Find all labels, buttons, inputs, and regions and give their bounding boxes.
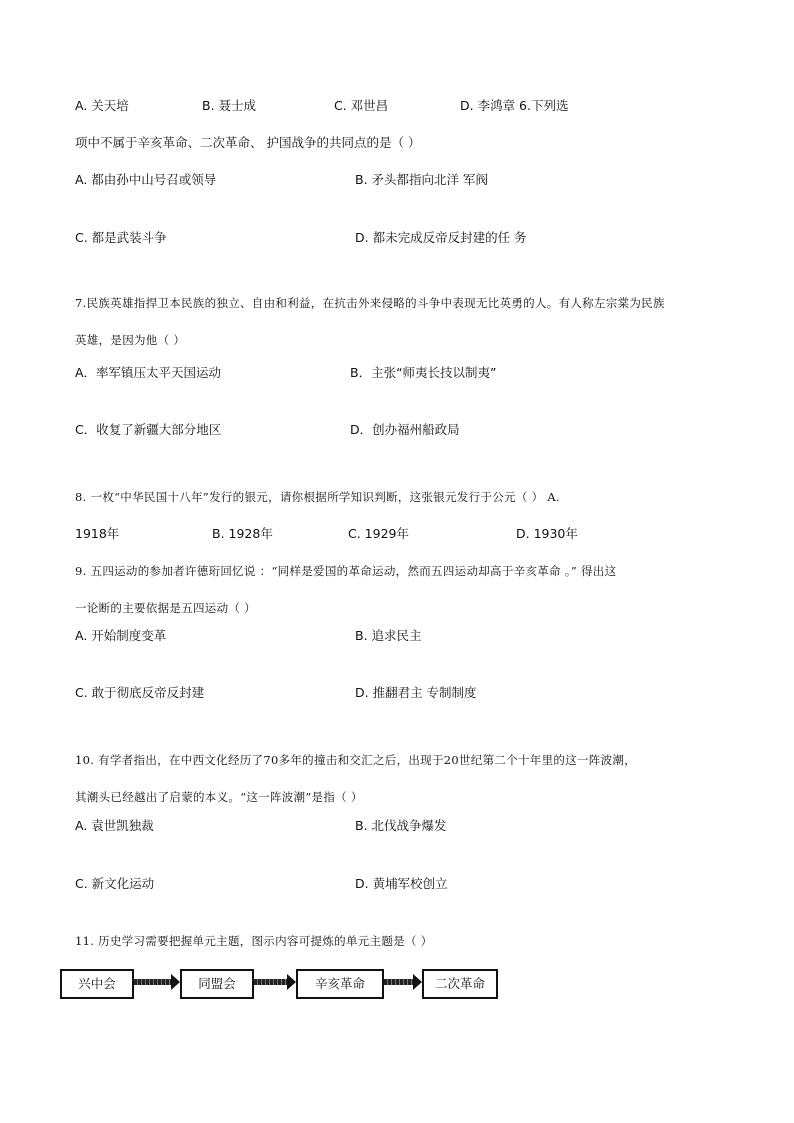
q7-stem-line2: 英雄，是因为他（ ） [75,333,186,347]
q7-option-b: B．主张“师夷长技以制夷” [350,365,497,380]
q9-option-a: A. 开始制度变革 [75,628,167,643]
q8-option-d: D. 1930年 [516,526,578,541]
flow-box-xingzhonghui: 兴中会 [60,969,134,999]
q6-option-a: A. 都由孙中山号召或领导 [75,172,217,187]
q10-option-c: C. 新文化运动 [75,876,155,891]
q11-stem: 11. 历史学习需要把握单元主题，图示内容可提炼的单元主题是（ ） [75,934,433,948]
flow-box-tongmenghui: 同盟会 [180,969,254,999]
q5-option-a: A. 关天培 [75,98,129,113]
q10-stem-line1: 10. 有学者指出，在中西文化经历了70多年的撞击和交汇之后，出现于20世纪第二个十年里的这一阵波潮， [75,753,637,767]
q5-option-c: C. 邓世昌 [334,98,389,113]
q10-option-a: A. 袁世凯独裁 [75,818,154,833]
q6-option-b: B. 矛头都指向北洋 军阀 [355,172,488,187]
q9-option-b: B. 追求民主 [355,628,422,643]
q7-option-d: D．创办福州船政局 [350,422,460,437]
q8-option-b: B. 1928年 [212,526,273,541]
q5-option-b: B. 聂士成 [202,98,257,113]
q8-option-c: C. 1929年 [348,526,409,541]
q7-option-a: A．率军镇压太平天国运动 [75,365,222,380]
q6-stem: 项中不属于辛亥革命、二次革命、 护国战争的共同点的是（ ） [75,135,421,150]
q9-stem-line1: 9. 五四运动的参加者许德珩回忆说 ：“同样是爱国的革命运动，然而五四运动却高于辛亥革命 。” 得出这 [75,564,617,578]
q10-option-b: B. 北伐战争爆发 [355,818,447,833]
q9-option-c: C. 敢于彻底反帝反封建 [75,685,205,700]
q10-option-d: D. 黄埔军校创立 [355,876,448,891]
flow-arrow-3 [384,978,422,986]
flow-arrow-2 [254,978,296,986]
flow-box-xinhai-revolution: 辛亥革命 [296,969,384,999]
q11-flow-diagram [60,966,500,1002]
q8-stem: 8. 一枚“中华民国十八年”发行的银元，请你根据所学知识判断，这张银元发行于公元（ ） A. [75,490,560,504]
q7-stem-line1: 7.民族英雄指捍卫本民族的独立、自由和利益，在抗击外来侵略的斗争中表现无比英勇的人。有人称左宗棠为民族 [75,296,665,310]
q9-stem-line2: 一论断的主要依据是五四运动（ ） [75,601,256,615]
q9-option-d: D. 推翻君主 专制制度 [355,685,477,700]
q10-stem-line2: 其潮头已经越出了启蒙的本义。“这一阵波潮”是指（ ） [75,790,363,804]
q5-option-d: D. 李鸿章 6.下列选 [460,98,569,113]
q8-option-a: 1918年 [75,526,120,541]
q6-option-c: C. 都是武装斗争 [75,230,167,245]
q6-option-d: D. 都未完成反帝反封建的任 务 [355,230,527,245]
flow-arrow-1 [134,978,180,986]
flow-box-second-revolution: 二次革命 [422,969,498,999]
q7-option-c: C．收复了新疆大部分地区 [75,422,222,437]
